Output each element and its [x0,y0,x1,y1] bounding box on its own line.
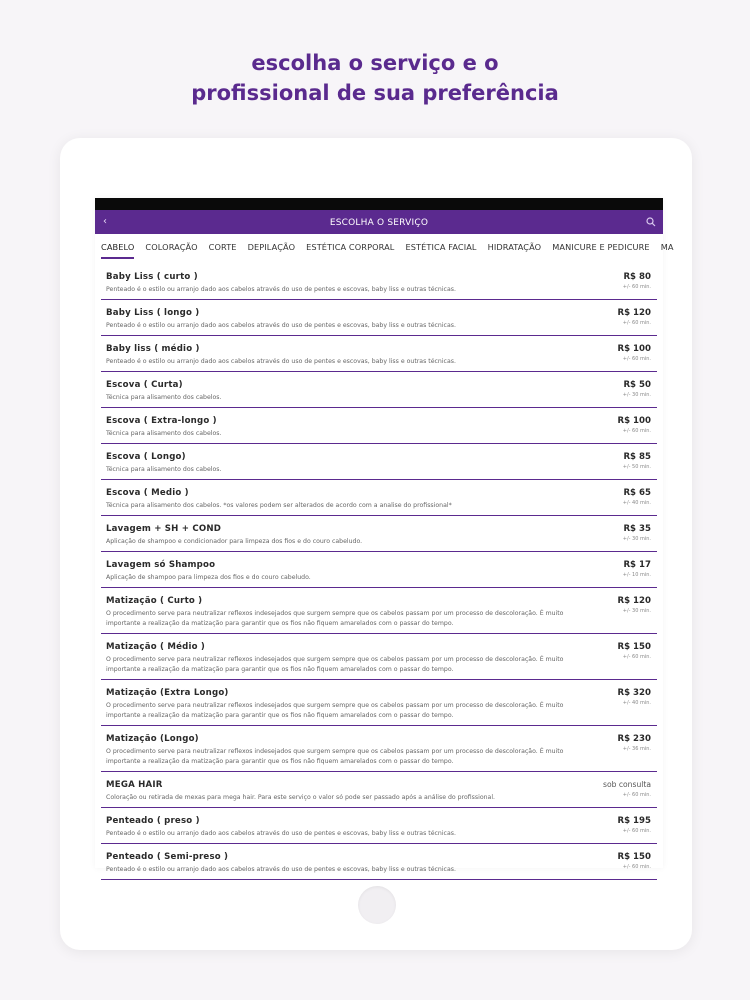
service-item[interactable] [101,634,657,680]
service-description: O procedimento serve para neutralizar reflexos indesejados que surgem sempre que os cabelos passam por um processo de descoloração. É muito importante a realização da matização para garantir que os fios não fiquem amarelados com o passar do tempo. [106,656,564,673]
service-item[interactable] [101,264,657,300]
service-price: R$ 120 [617,308,651,318]
service-duration: +/- 30 min. [622,608,651,614]
service-duration: +/- 50 min. [622,464,651,470]
service-duration: +/- 60 min. [622,428,651,434]
service-duration: +/- 60 min. [622,828,651,834]
service-name: Matização ( Médio ) [106,642,206,652]
service-name: Lavagem + SH + COND [106,524,222,534]
service-name: Baby Liss ( curto ) [106,272,198,282]
service-name: Penteado ( Semi-preso ) [106,852,229,862]
service-price: R$ 50 [623,380,651,390]
service-price: R$ 85 [623,452,651,462]
service-price: R$ 230 [617,734,651,744]
service-name: Penteado ( preso ) [106,816,200,826]
service-price: R$ 120 [617,596,651,606]
app-bar [95,210,663,234]
service-item[interactable] [101,588,657,634]
service-price: R$ 195 [617,816,651,826]
headline-line-2: profissional de sua preferência [191,81,559,105]
service-item[interactable] [101,336,657,372]
service-description: Penteado é o estilo ou arranjo dado aos cabelos através do uso de pentes e escovas, baby liss e outras técnicas. [106,830,456,837]
chevron-left-icon[interactable]: ‹ [103,216,107,227]
service-price: R$ 100 [617,344,651,354]
service-item[interactable] [101,444,657,480]
service-item[interactable] [101,772,657,808]
service-item[interactable] [101,844,657,880]
service-duration: +/- 40 min. [622,700,651,706]
service-description: Penteado é o estilo ou arranjo dado aos cabelos através do uso de pentes e escovas, baby liss e outras técnicas. [106,286,456,293]
service-duration: +/- 30 min. [622,536,651,542]
service-description: Aplicação de shampoo e condicionador para limpeza dos fios e do couro cabeludo. [106,538,363,545]
service-description: O procedimento serve para neutralizar reflexos indesejados que surgem sempre que os cabelos passam por um processo de descoloração. É muito importante a realização da matização para garantir que os fios não fiquem amarelados com o passar do tempo. [106,702,564,719]
service-item[interactable] [101,552,657,588]
headline-line-1: escolha o serviço e o [251,51,499,75]
service-description: Técnica para alisamento dos cabelos. [106,466,222,473]
service-item[interactable] [101,680,657,726]
service-description: Penteado é o estilo ou arranjo dado aos cabelos através do uso de pentes e escovas, baby liss e outras técnicas. [106,866,456,873]
status-bar [95,198,663,210]
service-description: Aplicação de shampoo para limpeza dos fios e do couro cabeludo. [106,574,311,581]
tab-7[interactable]: MANICURE E PEDICURE [552,242,650,252]
tab-3[interactable]: DEPILAÇÃO [247,242,296,252]
service-price: R$ 80 [623,272,651,282]
service-duration: +/- 60 min. [622,320,651,326]
service-price: R$ 17 [623,560,651,570]
service-name: Escova ( Curta) [106,380,183,390]
service-item[interactable] [101,408,657,444]
service-price: R$ 65 [623,488,651,498]
service-description: Técnica para alisamento dos cabelos. [106,394,222,401]
home-button[interactable] [358,886,396,924]
service-item[interactable] [101,808,657,844]
service-description: O procedimento serve para neutralizar reflexos indesejados que surgem sempre que os cabelos passam por um processo de descoloração. É muito importante a realização da matização para garantir que os fios não fiquem amarelados com o passar do tempo. [106,748,564,765]
service-price: R$ 100 [617,416,651,426]
service-price: R$ 35 [623,524,651,534]
service-price: R$ 150 [617,642,651,652]
service-price: sob consulta [603,780,651,789]
service-duration: +/- 60 min. [622,654,651,660]
service-name: Lavagem só Shampoo [106,560,216,570]
search-icon[interactable] [645,216,657,228]
service-item[interactable] [101,480,657,516]
service-name: Escova ( Longo) [106,452,186,462]
tab-0[interactable]: CABELO [101,234,134,260]
service-description: O procedimento serve para neutralizar reflexos indesejados que surgem sempre que os cabelos passam por um processo de descoloração. É muito importante a realização da matização para garantir que os fios não fiquem amarelados com o passar do tempo. [106,610,564,627]
service-name: Matização (Extra Longo) [106,688,229,698]
service-duration: +/- 30 min. [622,392,651,398]
service-description: Penteado é o estilo ou arranjo dado aos cabelos através do uso de pentes e escovas, baby liss e outras técnicas. [106,358,456,365]
service-name: Escova ( Extra-longo ) [106,416,217,426]
service-duration: +/- 10 min. [622,572,651,578]
tab-2[interactable]: CORTE [208,242,237,252]
tab-6[interactable]: HIDRATAÇÃO [487,242,542,252]
tab-1[interactable]: COLORAÇÃO [145,242,198,252]
service-name: Matização ( Curto ) [106,596,203,606]
service-description: Técnica para alisamento dos cabelos. [106,430,222,437]
service-duration: +/- 60 min. [622,356,651,362]
service-name: Baby liss ( médio ) [106,344,200,354]
service-duration: +/- 60 min. [622,284,651,290]
service-name: MEGA HAIR [106,780,163,790]
category-tabs [95,234,674,260]
service-name: Baby Liss ( longo ) [106,308,200,318]
tab-4[interactable]: ESTÉTICA CORPORAL [306,242,395,252]
service-duration: +/- 36 min. [622,746,651,752]
tab-8[interactable]: MA [660,242,674,252]
service-item[interactable] [101,300,657,336]
service-description: Técnica para alisamento dos cabelos. *os valores podem ser alterados de acordo com a analise do profissional* [106,502,452,509]
service-duration: +/- 60 min. [622,864,651,870]
service-item[interactable] [101,726,657,772]
service-name: Matização (Longo) [106,734,199,744]
tablet-frame [60,138,692,950]
service-name: Escova ( Medio ) [106,488,189,498]
service-description: Penteado é o estilo ou arranjo dado aos cabelos através do uso de pentes e escovas, baby liss e outras técnicas. [106,322,456,329]
service-duration: +/- 60 min. [622,792,651,798]
tab-5[interactable]: ESTÉTICA FACIAL [405,242,477,252]
page-title: ESCOLHA O SERVIÇO [329,218,429,228]
service-description: Coloração ou retirada de mexas para mega hair. Para este serviço o valor só pode ser passado após a análise do profissional. [106,794,496,801]
service-price: R$ 150 [617,852,651,862]
service-item[interactable] [101,372,657,408]
service-list [95,262,663,880]
service-price: R$ 320 [617,688,651,698]
headline [0,48,750,108]
app-screen [95,198,674,873]
service-duration: +/- 40 min. [622,500,651,506]
service-item[interactable] [101,516,657,552]
